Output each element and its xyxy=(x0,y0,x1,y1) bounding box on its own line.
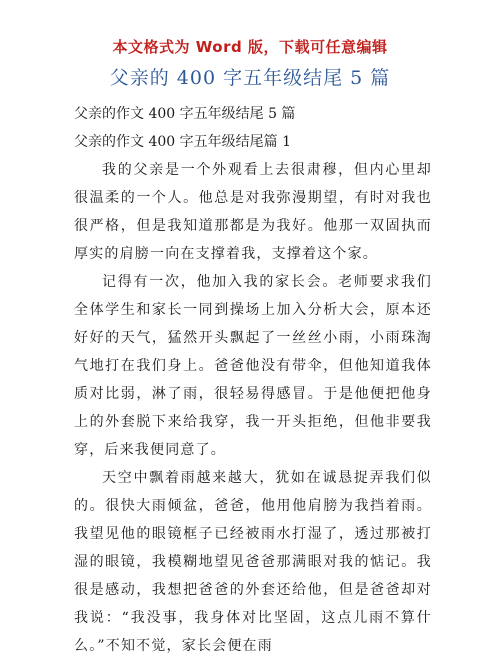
paragraph: 天空中飘着雨越来越大，犹如在诚恳捉弄我们似的。很快大雨倾盆，爸爸，他用他肩膀为我挡着雨。我望见他的眼镜框子已经被雨水打湿了，透过那被打湿的眼镜，我模糊地望见爸爸那满眼对我的惦记。我很是感动，我想把爸爸的外套还给他，但是爸爸却对我说：“我没事，我身体对比坚固，这点儿雨不算什么。”不知不觉，家长会便在雨 xyxy=(74,470,432,654)
paragraph: 记得有一次，他加入我的家长会。老师要求我们全体学生和家长一同到操场上加入分析大会，原本还好好的天气，猛然开头飘起了一丝丝小雨，小雨珠淘气地打在我们身上。爸爸他没有带伞，但他知道我体质对比弱，淋了雨，很轻易得感冒。于是他便把他身上的外套脱下来给我穿，我一开头拒绝，但他非要我穿，后来我便同意了。 xyxy=(74,274,432,458)
section-heading: 父亲的作文 400 字五年级结尾篇 1 xyxy=(74,134,291,150)
word-format-banner: 本文格式为 Word 版，下载可任意编辑 xyxy=(112,38,388,56)
paragraph: 我的父亲是一个外观看上去很肃穆，但内心里却很温柔的一个人。他总是对我弥漫期望，有时对我也很严格，但是我知道那都是为我好。他那一双固执而厚实的肩膀一向在支撑着我，支撑着这个家。 xyxy=(74,162,432,262)
document-title: 父亲的 400 字五年级结尾 5 篇 xyxy=(109,67,391,89)
subtitle-line: 父亲的作文 400 字五年级结尾 5 篇 xyxy=(74,106,296,122)
document-body xyxy=(74,100,432,660)
